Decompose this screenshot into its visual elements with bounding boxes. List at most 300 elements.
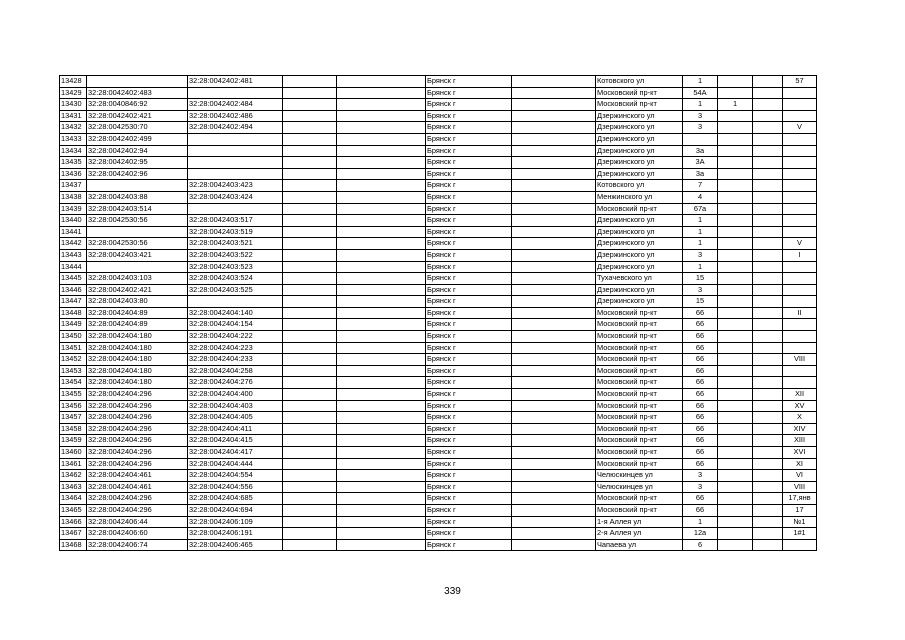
extra-cell — [718, 435, 753, 447]
col-11-cell — [753, 319, 783, 331]
city-cell: Брянск г — [426, 249, 512, 261]
table-row — [60, 226, 817, 238]
street-cell: Дзержинского ул — [596, 296, 683, 308]
city-cell: Брянск г — [426, 273, 512, 285]
object-cadastral-number-cell: 32:28:0042403:523 — [188, 261, 283, 273]
object-cadastral-number-cell: 32:28:0042404:276 — [188, 377, 283, 389]
city-cell: Брянск г — [426, 203, 512, 215]
col-5-cell — [337, 87, 426, 99]
table-row — [60, 261, 817, 273]
apartment-cell: VI — [783, 470, 817, 482]
object-cadastral-number-cell: 32:28:0042403:525 — [188, 284, 283, 296]
street-cell: Московский пр-кт — [596, 99, 683, 111]
table-row — [60, 157, 817, 169]
record-number-cell: 13461 — [60, 458, 87, 470]
extra-cell — [718, 145, 753, 157]
house-number-cell: 66 — [683, 307, 718, 319]
apartment-cell: XIII — [783, 435, 817, 447]
extra-cell — [718, 470, 753, 482]
col-5-cell — [337, 377, 426, 389]
col-11-cell — [753, 215, 783, 227]
table-row — [60, 365, 817, 377]
col-4-cell — [283, 76, 337, 88]
col-5-cell — [337, 168, 426, 180]
col-5-cell — [337, 365, 426, 377]
col-11-cell — [753, 249, 783, 261]
table-row — [60, 493, 817, 505]
record-number-cell: 13453 — [60, 365, 87, 377]
house-number-cell: 66 — [683, 458, 718, 470]
record-number-cell: 13458 — [60, 423, 87, 435]
table-row — [60, 342, 817, 354]
apartment-cell: V — [783, 122, 817, 134]
object-cadastral-number-cell: 32:28:0042402:481 — [188, 76, 283, 88]
table-row — [60, 423, 817, 435]
street-cell: Московский пр-кт — [596, 319, 683, 331]
col-11-cell — [753, 76, 783, 88]
record-number-cell: 13443 — [60, 249, 87, 261]
city-cell: Брянск г — [426, 493, 512, 505]
table-row — [60, 191, 817, 203]
street-cell: Московский пр-кт — [596, 354, 683, 366]
apartment-cell — [783, 319, 817, 331]
cadastral-number-cell: 32:28:0042402:483 — [87, 87, 188, 99]
street-cell: Дзержинского ул — [596, 168, 683, 180]
col-11-cell — [753, 377, 783, 389]
col-5-cell — [337, 412, 426, 424]
apartment-cell — [783, 168, 817, 180]
object-cadastral-number-cell: 32:28:0042404:411 — [188, 423, 283, 435]
house-number-cell: 3 — [683, 249, 718, 261]
street-cell: Дзержинского ул — [596, 122, 683, 134]
street-cell: Московский пр-кт — [596, 377, 683, 389]
table-row — [60, 133, 817, 145]
col-7-cell — [512, 470, 596, 482]
col-5-cell — [337, 458, 426, 470]
col-7-cell — [512, 122, 596, 134]
extra-cell — [718, 191, 753, 203]
extra-cell — [718, 226, 753, 238]
cadastral-number-cell — [87, 180, 188, 192]
record-number-cell: 13468 — [60, 539, 87, 551]
col-4-cell — [283, 273, 337, 285]
street-cell: Московский пр-кт — [596, 412, 683, 424]
extra-cell — [718, 400, 753, 412]
house-number-cell: 1 — [683, 76, 718, 88]
extra-cell — [718, 203, 753, 215]
cadastral-number-cell: 32:28:0042402:421 — [87, 110, 188, 122]
col-7-cell — [512, 516, 596, 528]
extra-cell — [718, 389, 753, 401]
apartment-cell: X — [783, 412, 817, 424]
city-cell: Брянск г — [426, 319, 512, 331]
record-number-cell: 13441 — [60, 226, 87, 238]
apartment-cell — [783, 110, 817, 122]
col-5-cell — [337, 273, 426, 285]
record-number-cell: 13429 — [60, 87, 87, 99]
house-number-cell: 3А — [683, 157, 718, 169]
street-cell: Московский пр-кт — [596, 203, 683, 215]
street-cell: Челюскинцев ул — [596, 481, 683, 493]
col-11-cell — [753, 447, 783, 459]
col-5-cell — [337, 516, 426, 528]
col-4-cell — [283, 145, 337, 157]
record-number-cell: 13436 — [60, 168, 87, 180]
cadastral-number-cell: 32:28:0042403:88 — [87, 191, 188, 203]
col-7-cell — [512, 87, 596, 99]
object-cadastral-number-cell: 32:28:0042403:522 — [188, 249, 283, 261]
house-number-cell: 1 — [683, 261, 718, 273]
apartment-cell — [783, 342, 817, 354]
col-7-cell — [512, 447, 596, 459]
house-number-cell: 3 — [683, 122, 718, 134]
house-number-cell: 66 — [683, 423, 718, 435]
record-number-cell: 13450 — [60, 331, 87, 343]
col-11-cell — [753, 133, 783, 145]
col-7-cell — [512, 481, 596, 493]
col-5-cell — [337, 284, 426, 296]
city-cell: Брянск г — [426, 191, 512, 203]
house-number-cell: 1 — [683, 516, 718, 528]
col-4-cell — [283, 133, 337, 145]
apartment-cell — [783, 365, 817, 377]
apartment-cell — [783, 157, 817, 169]
table-row — [60, 458, 817, 470]
col-4-cell — [283, 99, 337, 111]
record-number-cell: 13448 — [60, 307, 87, 319]
street-cell: Московский пр-кт — [596, 365, 683, 377]
col-11-cell — [753, 458, 783, 470]
apartment-cell — [783, 331, 817, 343]
col-4-cell — [283, 168, 337, 180]
record-number-cell: 13444 — [60, 261, 87, 273]
apartment-cell — [783, 296, 817, 308]
house-number-cell: 1 — [683, 226, 718, 238]
registry-table — [59, 75, 817, 551]
table-row — [60, 296, 817, 308]
apartment-cell: I — [783, 249, 817, 261]
col-7-cell — [512, 226, 596, 238]
col-7-cell — [512, 168, 596, 180]
col-7-cell — [512, 307, 596, 319]
table-row — [60, 504, 817, 516]
city-cell: Брянск г — [426, 470, 512, 482]
extra-cell — [718, 481, 753, 493]
table-row — [60, 238, 817, 250]
city-cell: Брянск г — [426, 261, 512, 273]
object-cadastral-number-cell: 32:28:0042404:694 — [188, 504, 283, 516]
col-11-cell — [753, 412, 783, 424]
record-number-cell: 13434 — [60, 145, 87, 157]
apartment-cell: №1 — [783, 516, 817, 528]
col-5-cell — [337, 319, 426, 331]
city-cell: Брянск г — [426, 76, 512, 88]
table-row — [60, 203, 817, 215]
object-cadastral-number-cell: 32:28:0042404:415 — [188, 435, 283, 447]
col-4-cell — [283, 203, 337, 215]
table-row — [60, 76, 817, 88]
record-number-cell: 13466 — [60, 516, 87, 528]
col-5-cell — [337, 296, 426, 308]
street-cell: Дзержинского ул — [596, 110, 683, 122]
col-11-cell — [753, 528, 783, 540]
cadastral-number-cell: 32:28:0042402:95 — [87, 157, 188, 169]
col-11-cell — [753, 180, 783, 192]
col-5-cell — [337, 528, 426, 540]
col-5-cell — [337, 470, 426, 482]
object-cadastral-number-cell: 32:28:0042404:258 — [188, 365, 283, 377]
cadastral-number-cell — [87, 76, 188, 88]
col-7-cell — [512, 423, 596, 435]
col-4-cell — [283, 180, 337, 192]
col-4-cell — [283, 458, 337, 470]
extra-cell — [718, 249, 753, 261]
col-4-cell — [283, 377, 337, 389]
col-4-cell — [283, 342, 337, 354]
cadastral-number-cell: 32:28:0042402:421 — [87, 284, 188, 296]
col-5-cell — [337, 122, 426, 134]
record-number-cell: 13433 — [60, 133, 87, 145]
col-11-cell — [753, 273, 783, 285]
col-4-cell — [283, 365, 337, 377]
city-cell: Брянск г — [426, 389, 512, 401]
apartment-cell — [783, 226, 817, 238]
city-cell: Брянск г — [426, 447, 512, 459]
street-cell: Дзержинского ул — [596, 215, 683, 227]
col-7-cell — [512, 400, 596, 412]
col-5-cell — [337, 249, 426, 261]
col-4-cell — [283, 423, 337, 435]
col-5-cell — [337, 261, 426, 273]
col-5-cell — [337, 389, 426, 401]
city-cell: Брянск г — [426, 168, 512, 180]
street-cell: Челюскинцев ул — [596, 470, 683, 482]
cadastral-number-cell: 32:28:0042402:499 — [87, 133, 188, 145]
record-number-cell: 13449 — [60, 319, 87, 331]
col-7-cell — [512, 76, 596, 88]
col-5-cell — [337, 99, 426, 111]
cadastral-number-cell: 32:28:0042404:296 — [87, 435, 188, 447]
extra-cell — [718, 504, 753, 516]
extra-cell — [718, 412, 753, 424]
col-4-cell — [283, 470, 337, 482]
cadastral-number-cell — [87, 226, 188, 238]
street-cell: Котовского ул — [596, 180, 683, 192]
col-5-cell — [337, 110, 426, 122]
table-row — [60, 331, 817, 343]
cadastral-number-cell: 32:28:0042404:461 — [87, 481, 188, 493]
col-4-cell — [283, 284, 337, 296]
object-cadastral-number-cell — [188, 157, 283, 169]
cadastral-number-cell: 32:28:0042402:94 — [87, 145, 188, 157]
col-11-cell — [753, 481, 783, 493]
house-number-cell: 3 — [683, 284, 718, 296]
object-cadastral-number-cell: 32:28:0042403:521 — [188, 238, 283, 250]
col-4-cell — [283, 191, 337, 203]
object-cadastral-number-cell: 32:28:0042404:444 — [188, 458, 283, 470]
record-number-cell: 13456 — [60, 400, 87, 412]
apartment-cell: V — [783, 238, 817, 250]
object-cadastral-number-cell — [188, 296, 283, 308]
record-number-cell: 13451 — [60, 342, 87, 354]
city-cell: Брянск г — [426, 481, 512, 493]
extra-cell — [718, 168, 753, 180]
object-cadastral-number-cell — [188, 133, 283, 145]
table-row — [60, 528, 817, 540]
extra-cell — [718, 296, 753, 308]
cadastral-number-cell: 32:28:0042530:56 — [87, 215, 188, 227]
col-11-cell — [753, 539, 783, 551]
cadastral-number-cell: 32:28:0042404:296 — [87, 423, 188, 435]
apartment-cell: II — [783, 307, 817, 319]
house-number-cell: 67а — [683, 203, 718, 215]
record-number-cell: 13431 — [60, 110, 87, 122]
apartment-cell: 17 — [783, 504, 817, 516]
cadastral-number-cell: 32:28:0042406:60 — [87, 528, 188, 540]
apartment-cell — [783, 87, 817, 99]
extra-cell — [718, 215, 753, 227]
col-11-cell — [753, 191, 783, 203]
col-4-cell — [283, 319, 337, 331]
col-4-cell — [283, 354, 337, 366]
col-5-cell — [337, 423, 426, 435]
house-number-cell: 3 — [683, 470, 718, 482]
cadastral-number-cell — [87, 261, 188, 273]
object-cadastral-number-cell: 32:28:0042406:109 — [188, 516, 283, 528]
street-cell: Московский пр-кт — [596, 342, 683, 354]
extra-cell — [718, 539, 753, 551]
col-11-cell — [753, 365, 783, 377]
object-cadastral-number-cell: 32:28:0042403:524 — [188, 273, 283, 285]
city-cell: Брянск г — [426, 226, 512, 238]
record-number-cell: 13445 — [60, 273, 87, 285]
city-cell: Брянск г — [426, 215, 512, 227]
apartment-cell — [783, 273, 817, 285]
street-cell: Менжинского ул — [596, 191, 683, 203]
record-number-cell: 13452 — [60, 354, 87, 366]
house-number-cell: 66 — [683, 400, 718, 412]
apartment-cell: XIV — [783, 423, 817, 435]
table-row — [60, 145, 817, 157]
house-number-cell: 66 — [683, 504, 718, 516]
extra-cell — [718, 284, 753, 296]
extra-cell — [718, 447, 753, 459]
record-number-cell: 13440 — [60, 215, 87, 227]
city-cell: Брянск г — [426, 423, 512, 435]
street-cell: Московский пр-кт — [596, 307, 683, 319]
street-cell: Московский пр-кт — [596, 389, 683, 401]
record-number-cell: 13459 — [60, 435, 87, 447]
extra-cell — [718, 122, 753, 134]
object-cadastral-number-cell — [188, 87, 283, 99]
house-number-cell: 66 — [683, 354, 718, 366]
object-cadastral-number-cell: 32:28:0042402:486 — [188, 110, 283, 122]
col-7-cell — [512, 203, 596, 215]
record-number-cell: 13464 — [60, 493, 87, 505]
cadastral-number-cell: 32:28:0042404:180 — [87, 354, 188, 366]
col-5-cell — [337, 307, 426, 319]
house-number-cell: 3 — [683, 481, 718, 493]
cadastral-number-cell: 32:28:0042404:89 — [87, 307, 188, 319]
cadastral-number-cell: 32:28:0042403:421 — [87, 249, 188, 261]
table-row — [60, 319, 817, 331]
extra-cell — [718, 342, 753, 354]
extra-cell — [718, 331, 753, 343]
col-4-cell — [283, 435, 337, 447]
record-number-cell: 13467 — [60, 528, 87, 540]
col-11-cell — [753, 342, 783, 354]
extra-cell — [718, 528, 753, 540]
cadastral-number-cell: 32:28:0042404:180 — [87, 377, 188, 389]
city-cell: Брянск г — [426, 99, 512, 111]
col-7-cell — [512, 180, 596, 192]
apartment-cell — [783, 133, 817, 145]
col-11-cell — [753, 157, 783, 169]
street-cell: Дзержинского ул — [596, 133, 683, 145]
col-7-cell — [512, 412, 596, 424]
record-number-cell: 13454 — [60, 377, 87, 389]
cadastral-number-cell: 32:28:0042404:296 — [87, 447, 188, 459]
extra-cell — [718, 423, 753, 435]
apartment-cell — [783, 539, 817, 551]
apartment-cell: 57 — [783, 76, 817, 88]
col-7-cell — [512, 389, 596, 401]
city-cell: Брянск г — [426, 296, 512, 308]
cadastral-number-cell: 32:28:0042404:296 — [87, 400, 188, 412]
record-number-cell: 13437 — [60, 180, 87, 192]
city-cell: Брянск г — [426, 284, 512, 296]
table-row — [60, 273, 817, 285]
object-cadastral-number-cell: 32:28:0042404:233 — [188, 354, 283, 366]
cadastral-number-cell: 32:28:0042404:89 — [87, 319, 188, 331]
col-7-cell — [512, 261, 596, 273]
col-4-cell — [283, 238, 337, 250]
object-cadastral-number-cell: 32:28:0042404:556 — [188, 481, 283, 493]
city-cell: Брянск г — [426, 238, 512, 250]
street-cell: Московский пр-кт — [596, 423, 683, 435]
object-cadastral-number-cell: 32:28:0042402:494 — [188, 122, 283, 134]
col-7-cell — [512, 110, 596, 122]
col-5-cell — [337, 203, 426, 215]
apartment-cell — [783, 99, 817, 111]
table-row — [60, 249, 817, 261]
apartment-cell: XI — [783, 458, 817, 470]
cadastral-number-cell: 32:28:0042404:296 — [87, 389, 188, 401]
cadastral-number-cell: 32:28:0042403:80 — [87, 296, 188, 308]
col-4-cell — [283, 539, 337, 551]
street-cell: Котовского ул — [596, 76, 683, 88]
street-cell: Московский пр-кт — [596, 458, 683, 470]
col-11-cell — [753, 122, 783, 134]
cadastral-number-cell: 32:28:0042404:296 — [87, 493, 188, 505]
house-number-cell: 7 — [683, 180, 718, 192]
col-11-cell — [753, 226, 783, 238]
cadastral-number-cell: 32:28:0042406:44 — [87, 516, 188, 528]
col-11-cell — [753, 504, 783, 516]
table-row — [60, 435, 817, 447]
col-11-cell — [753, 389, 783, 401]
extra-cell — [718, 319, 753, 331]
table-row — [60, 307, 817, 319]
object-cadastral-number-cell: 32:28:0042404:403 — [188, 400, 283, 412]
apartment-cell: XV — [783, 400, 817, 412]
street-cell: Дзержинского ул — [596, 261, 683, 273]
col-11-cell — [753, 400, 783, 412]
record-number-cell: 13428 — [60, 76, 87, 88]
record-number-cell: 13455 — [60, 389, 87, 401]
apartment-cell — [783, 203, 817, 215]
street-cell: Дзержинского ул — [596, 145, 683, 157]
